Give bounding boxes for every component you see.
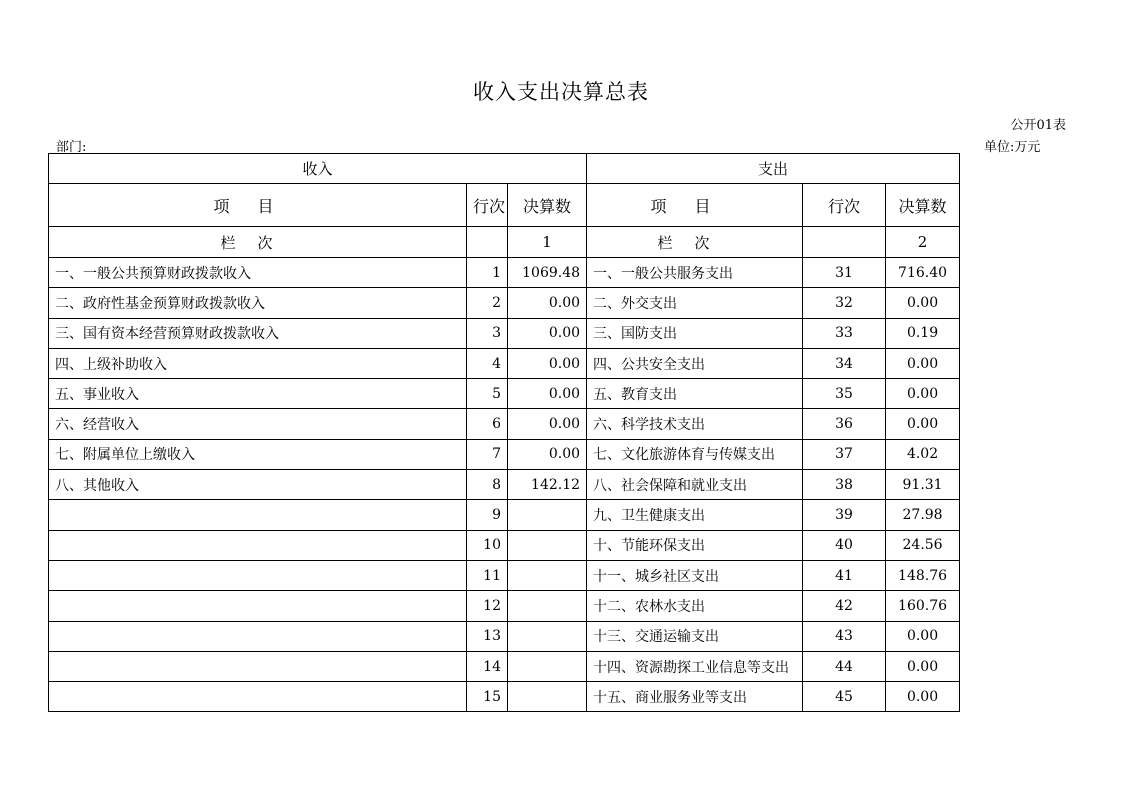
expense-line-no: 42 xyxy=(803,591,886,621)
expense-amount: 0.00 xyxy=(886,682,960,712)
income-line-no: 11 xyxy=(467,560,508,590)
page-title: 收入支出决算总表 xyxy=(473,80,649,104)
income-item xyxy=(49,591,467,621)
expense-item: 十四、资源勘探工业信息等支出 xyxy=(587,651,803,681)
income-line-no: 3 xyxy=(467,318,508,348)
income-amount: 142.12 xyxy=(508,470,587,500)
income-line-no: 14 xyxy=(467,651,508,681)
unit-label: 单位:万元 xyxy=(984,140,1041,155)
expense-amount: 91.31 xyxy=(886,470,960,500)
expense-line-no: 44 xyxy=(803,651,886,681)
income-item xyxy=(49,500,467,530)
income-item-header: 项目 xyxy=(49,184,467,227)
income-line-no: 12 xyxy=(467,591,508,621)
income-item: 八、其他收入 xyxy=(49,470,467,500)
income-line-no: 1 xyxy=(467,258,508,288)
income-line-no: 15 xyxy=(467,682,508,712)
income-column-empty xyxy=(467,227,508,258)
expense-line-no: 45 xyxy=(803,682,886,712)
expense-amount-header: 决算数 xyxy=(886,184,960,227)
table-row xyxy=(49,591,960,621)
income-item: 五、事业收入 xyxy=(49,379,467,409)
table-row xyxy=(49,409,960,439)
income-item xyxy=(49,530,467,560)
column-index-row xyxy=(49,227,960,258)
expense-line-no: 36 xyxy=(803,409,886,439)
expense-line-no: 35 xyxy=(803,379,886,409)
income-item xyxy=(49,560,467,590)
income-item: 一、一般公共预算财政拨款收入 xyxy=(49,258,467,288)
income-amount xyxy=(508,591,587,621)
expense-line-no: 37 xyxy=(803,439,886,469)
income-amount xyxy=(508,530,587,560)
expense-item: 十三、交通运输支出 xyxy=(587,621,803,651)
income-amount: 0.00 xyxy=(508,439,587,469)
expense-item: 十、节能环保支出 xyxy=(587,530,803,560)
income-amount xyxy=(508,651,587,681)
table-row xyxy=(49,318,960,348)
income-item: 六、经营收入 xyxy=(49,409,467,439)
expense-item: 九、卫生健康支出 xyxy=(587,500,803,530)
income-amount xyxy=(508,500,587,530)
expense-line-no-header: 行次 xyxy=(803,184,886,227)
expense-amount: 24.56 xyxy=(886,530,960,560)
table-row xyxy=(49,470,960,500)
expense-line-no: 34 xyxy=(803,348,886,378)
expense-amount: 160.76 xyxy=(886,591,960,621)
income-line-no: 7 xyxy=(467,439,508,469)
income-line-no: 13 xyxy=(467,621,508,651)
expense-line-no: 39 xyxy=(803,500,886,530)
expense-column-empty xyxy=(803,227,886,258)
income-amount: 0.00 xyxy=(508,318,587,348)
income-column-label: 栏次 xyxy=(49,227,467,258)
income-amount xyxy=(508,621,587,651)
income-item xyxy=(49,682,467,712)
income-amount: 0.00 xyxy=(508,348,587,378)
expense-item: 六、科学技术支出 xyxy=(587,409,803,439)
table-row xyxy=(49,651,960,681)
expense-amount: 0.00 xyxy=(886,651,960,681)
income-line-no: 10 xyxy=(467,530,508,560)
expense-amount: 0.19 xyxy=(886,318,960,348)
form-code: 公开01表 xyxy=(1010,118,1066,133)
income-line-no: 4 xyxy=(467,348,508,378)
table-row xyxy=(49,439,960,469)
table-row xyxy=(49,682,960,712)
expense-line-no: 43 xyxy=(803,621,886,651)
expense-item: 五、教育支出 xyxy=(587,379,803,409)
expense-amount: 4.02 xyxy=(886,439,960,469)
expense-item: 一、一般公共服务支出 xyxy=(587,258,803,288)
table-row xyxy=(49,348,960,378)
income-item: 二、政府性基金预算财政拨款收入 xyxy=(49,288,467,318)
expense-item: 十五、商业服务业等支出 xyxy=(587,682,803,712)
expense-section-header: 支出 xyxy=(587,154,960,184)
expense-item: 十二、农林水支出 xyxy=(587,591,803,621)
table-row xyxy=(49,258,960,288)
income-item: 七、附属单位上缴收入 xyxy=(49,439,467,469)
income-amount: 0.00 xyxy=(508,409,587,439)
income-line-no: 9 xyxy=(467,500,508,530)
expense-amount: 0.00 xyxy=(886,379,960,409)
expense-item: 四、公共安全支出 xyxy=(587,348,803,378)
income-line-no: 6 xyxy=(467,409,508,439)
expense-column-label: 栏次 xyxy=(587,227,803,258)
expense-line-no: 32 xyxy=(803,288,886,318)
expense-line-no: 40 xyxy=(803,530,886,560)
expense-amount: 27.98 xyxy=(886,500,960,530)
table-row xyxy=(49,288,960,318)
expense-item: 三、国防支出 xyxy=(587,318,803,348)
income-item: 四、上级补助收入 xyxy=(49,348,467,378)
income-item: 三、国有资本经营预算财政拨款收入 xyxy=(49,318,467,348)
income-line-no-header: 行次 xyxy=(467,184,508,227)
table-row xyxy=(49,500,960,530)
expense-amount: 716.40 xyxy=(886,258,960,288)
income-column-number: 1 xyxy=(508,227,587,258)
income-amount xyxy=(508,682,587,712)
expense-amount: 0.00 xyxy=(886,409,960,439)
expense-amount: 148.76 xyxy=(886,560,960,590)
table-row xyxy=(49,379,960,409)
expense-item-header: 项目 xyxy=(587,184,803,227)
expense-item: 八、社会保障和就业支出 xyxy=(587,470,803,500)
income-line-no: 2 xyxy=(467,288,508,318)
income-section-header: 收入 xyxy=(49,154,587,184)
expense-column-number: 2 xyxy=(886,227,960,258)
income-amount: 0.00 xyxy=(508,288,587,318)
income-expense-table xyxy=(48,153,960,712)
expense-line-no: 33 xyxy=(803,318,886,348)
expense-amount: 0.00 xyxy=(886,288,960,318)
expense-amount: 0.00 xyxy=(886,621,960,651)
table-row xyxy=(49,530,960,560)
expense-item: 七、文化旅游体育与传媒支出 xyxy=(587,439,803,469)
income-line-no: 5 xyxy=(467,379,508,409)
income-item xyxy=(49,651,467,681)
income-amount xyxy=(508,560,587,590)
section-header-row xyxy=(49,154,960,184)
income-amount-header: 决算数 xyxy=(508,184,587,227)
expense-line-no: 31 xyxy=(803,258,886,288)
expense-item: 二、外交支出 xyxy=(587,288,803,318)
income-amount: 0.00 xyxy=(508,379,587,409)
column-header-row xyxy=(49,184,960,227)
income-line-no: 8 xyxy=(467,470,508,500)
income-amount: 1069.48 xyxy=(508,258,587,288)
expense-amount: 0.00 xyxy=(886,348,960,378)
expense-line-no: 38 xyxy=(803,470,886,500)
department-label: 部门: xyxy=(56,140,87,155)
expense-item: 十一、城乡社区支出 xyxy=(587,560,803,590)
table-row xyxy=(49,560,960,590)
table-row xyxy=(49,621,960,651)
expense-line-no: 41 xyxy=(803,560,886,590)
income-item xyxy=(49,621,467,651)
